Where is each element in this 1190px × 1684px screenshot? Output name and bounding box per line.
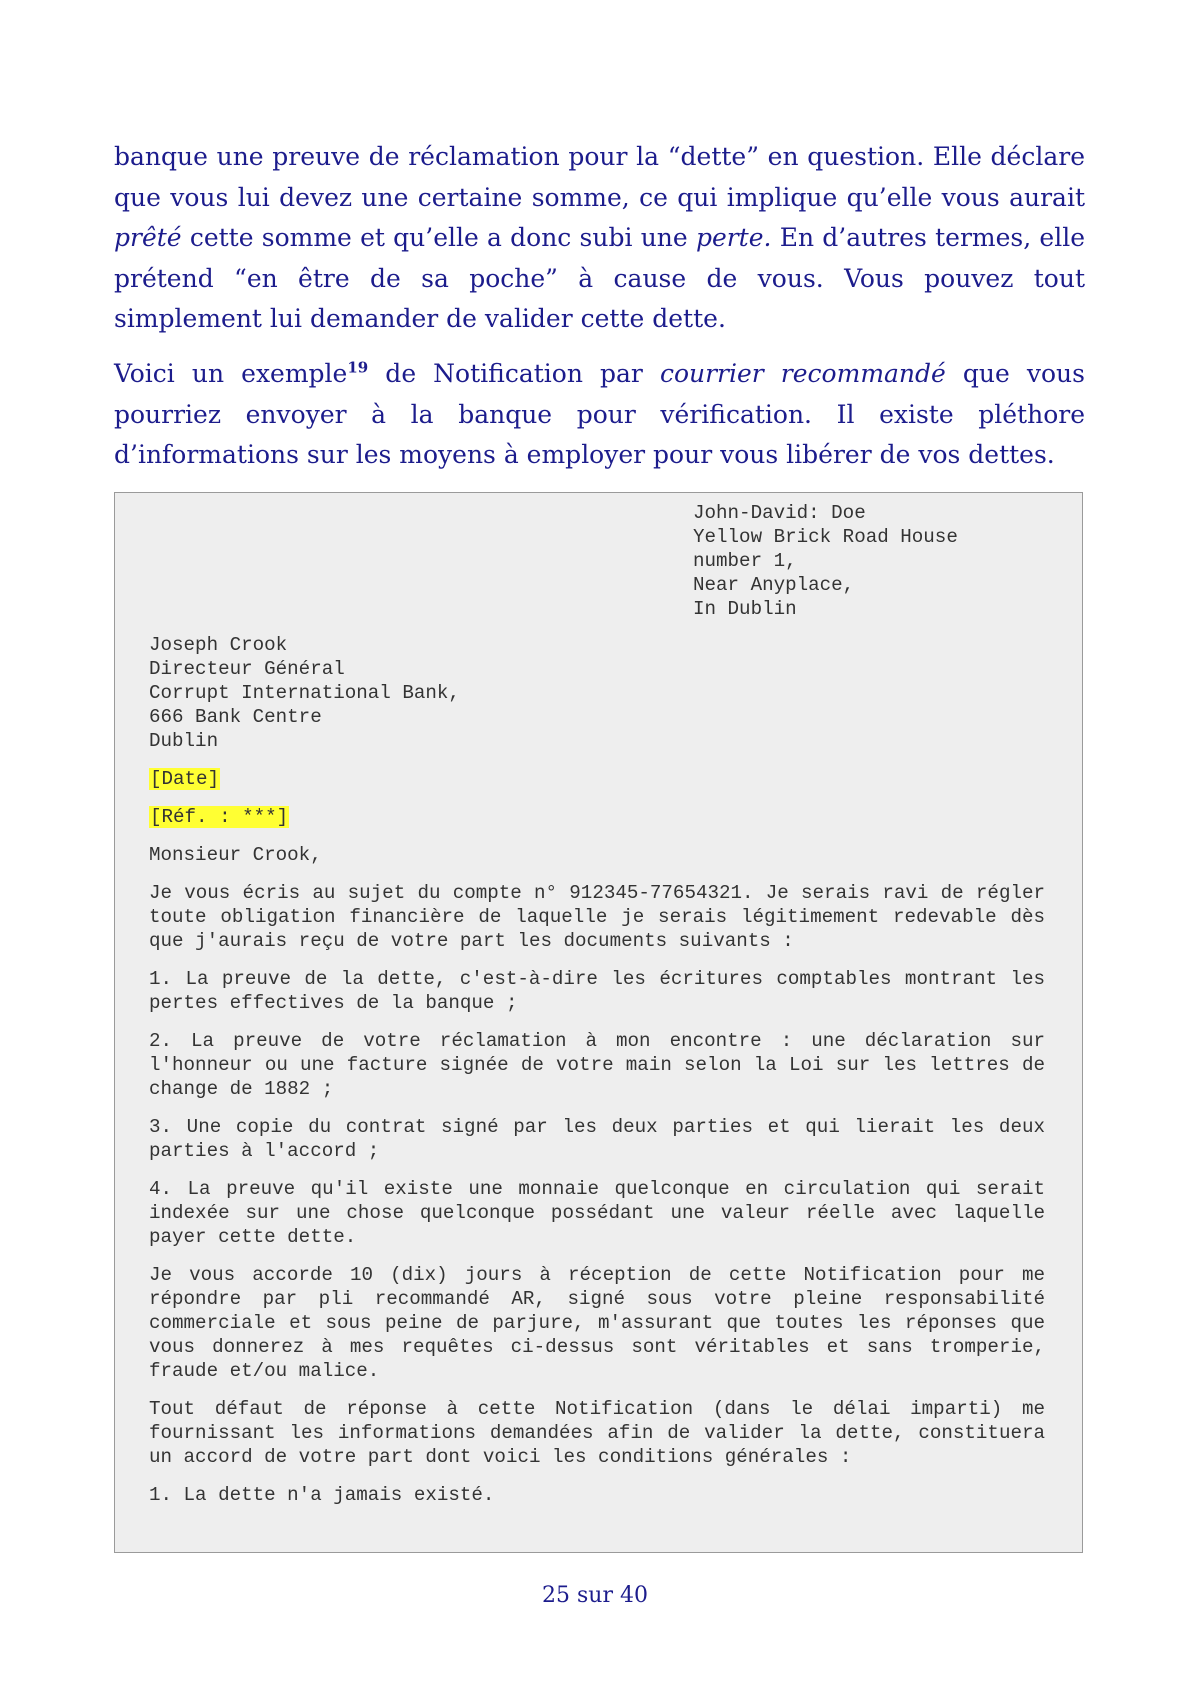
- letter-paragraph-2: Je vous accorde 10 (dix) jours à réception de cette Notification pour me répondre par pli recommandé AR, signé sous votre pleine responsabilité commerciale et sous peine de parjure, m'assurant que toutes les réponses que vous donnerez à mes requêtes ci-dessus sont véritables et sans tromperie, fraude et/ou malice.: [149, 1264, 1045, 1382]
- request-item-1: 1. La preuve de la dette, c'est-à-dire les écritures comptables montrant les pertes effectives de la banque ;: [149, 968, 1045, 1014]
- letter-paragraph-3: Tout défaut de réponse à cette Notification (dans le délai imparti) me fournissant les informations demandées afin de valider la dette, constituera un accord de votre part dont voici les conditions générales :: [149, 1398, 1045, 1468]
- request-item-2: 2. La preuve de votre réclamation à mon encontre : une déclaration sur l'honneur ou une facture signée de votre main selon la Loi sur les lettres de change de 1882 ;: [149, 1030, 1045, 1100]
- letter-body: [149, 633, 1045, 1521]
- condition-item-1: 1. La dette n'a jamais existé.: [149, 1484, 495, 1506]
- intro-paragraph-2: Voici un exemple$^{19}$ de Notification par courrier recommandé que vous pourriez envoyer à la banque pour vérification. Il existe pléthore d’informations sur les moyens à employer pour vous libérer de vos dettes.: [114, 358, 1085, 469]
- request-item-4: 4. La preuve qu'il existe une monnaie quelconque en circulation qui serait indexée sur une chose quelconque possédant une valeur réelle avec laquelle payer cette dette.: [149, 1178, 1045, 1248]
- salutation: Monsieur Crook,: [149, 844, 322, 866]
- letter-paragraph-1: Je vous écris au sujet du compte n° 912345-77654321. Je serais ravi de régler toute obligation financière de laquelle je serais légitimement redevable dès que j'aurais reçu de votre part les documents suivants :: [149, 882, 1045, 952]
- reference-placeholder: [Réf. : ***]: [150, 806, 289, 828]
- page-number: 25 sur 40: [542, 1583, 648, 1608]
- footnote-reference[interactable]: 19: [347, 358, 369, 377]
- sender-address: John-David: Doe Yellow Brick Road House number 1, Near Anyplace, In Dublin: [693, 502, 958, 620]
- sample-letter-box: [114, 492, 1083, 1553]
- date-placeholder: [Date]: [150, 768, 220, 790]
- recipient-address: Joseph Crook Directeur Général Corrupt International Bank, 666 Bank Centre Dublin: [149, 634, 460, 752]
- request-item-3: 3. Une copie du contrat signé par les deux parties et qui lierait les deux parties à l'accord ;: [149, 1116, 1045, 1162]
- intro-paragraph-1: banque une preuve de réclamation pour la “dette” en question. Elle déclare que vous lui devez une certaine somme, ce qui implique qu’elle vous aurait prêté cette somme et qu’elle a donc subi une perte. En d’autres termes, elle prétend “en être de sa poche” à cause de vous. Vous pouvez tout simplement lui demander de valider cette dette.: [114, 142, 1085, 333]
